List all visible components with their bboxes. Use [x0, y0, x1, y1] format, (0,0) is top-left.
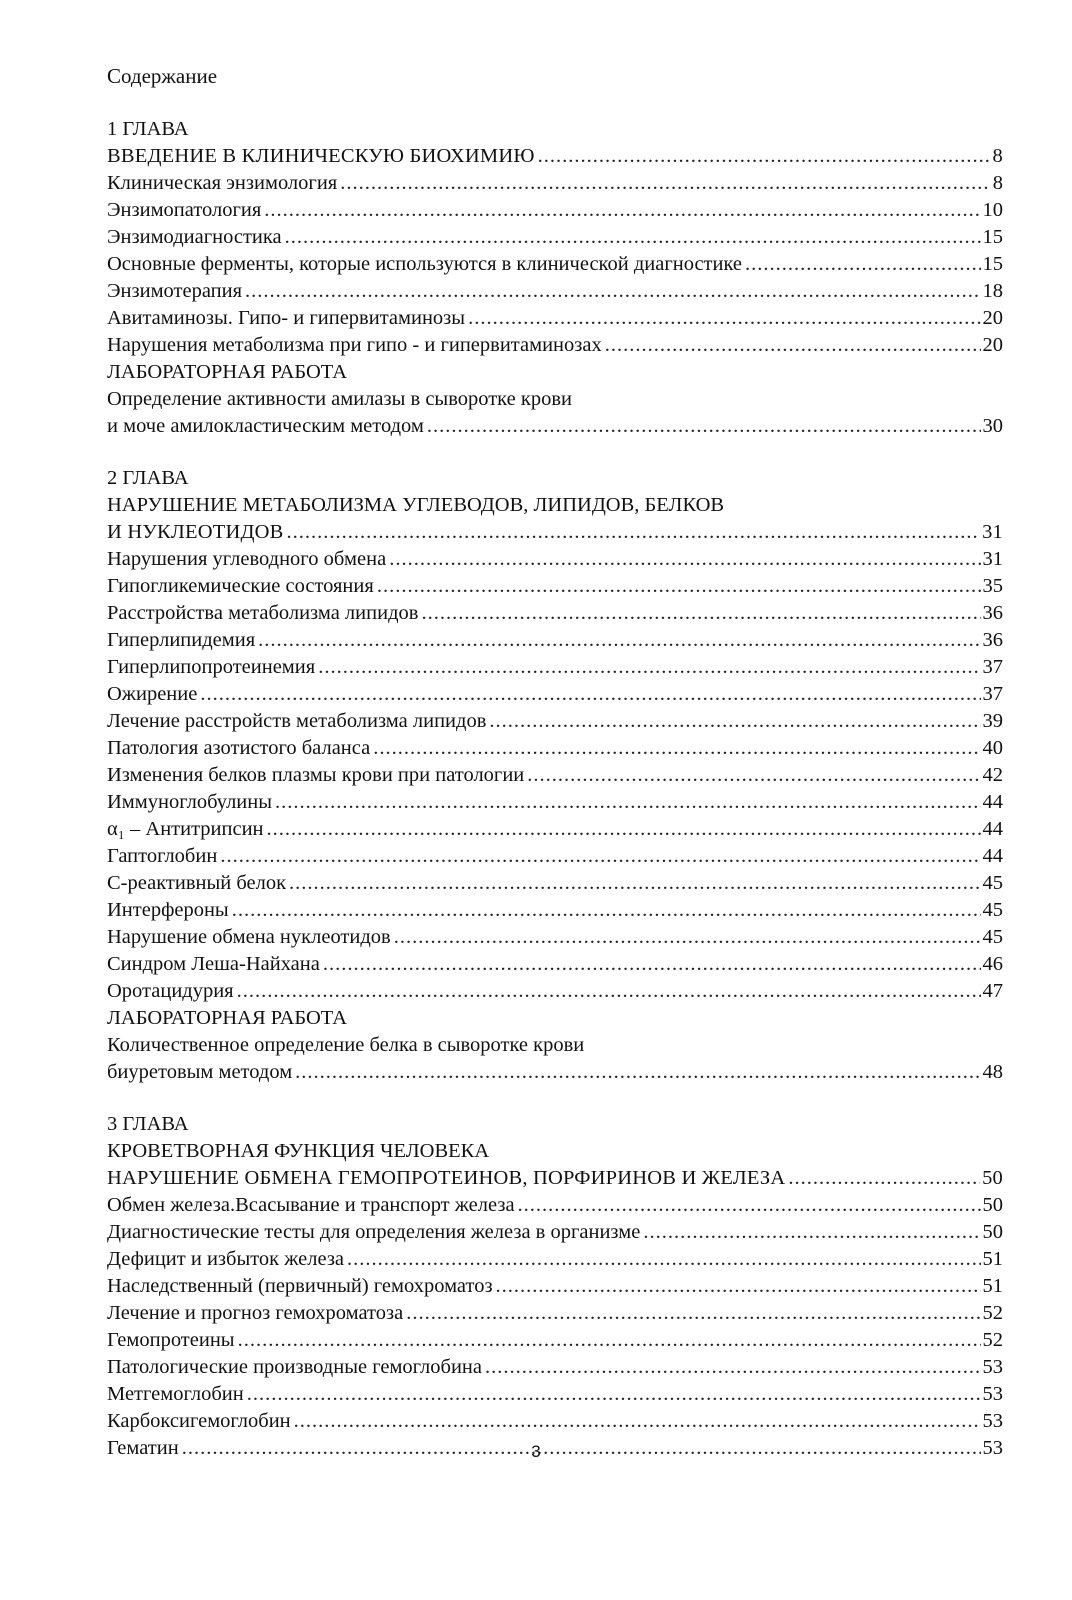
toc-heading: Количественное определение белка в сыворотке крови	[107, 1034, 585, 1056]
toc-entry	[107, 1354, 1003, 1381]
toc-entry-title: Клиническая энзимология	[107, 172, 338, 194]
toc-entry-page: 44	[982, 845, 1003, 867]
toc-entry-title: Энзимодиагностика	[107, 226, 282, 248]
toc-entry-title: Метгемоглобин	[107, 1383, 244, 1405]
toc-entry-page: 53	[982, 1437, 1003, 1459]
dot-leader	[267, 816, 981, 843]
dot-leader	[468, 305, 980, 332]
toc-heading: ЛАБОРАТОРНАЯ РАБОТА	[107, 1007, 348, 1029]
toc-entry-page: 47	[982, 980, 1003, 1002]
toc-heading: 3 ГЛАВА	[107, 1113, 189, 1135]
dot-leader	[318, 654, 980, 681]
toc-heading: НАРУШЕНИЕ МЕТАБОЛИЗМА УГЛЕВОДОВ, ЛИПИДОВ, БЕЛКОВ	[107, 494, 725, 516]
toc-entry-page: 20	[982, 334, 1003, 356]
toc-entry	[107, 278, 1003, 305]
toc-entry-page: 45	[982, 872, 1003, 894]
toc-entry	[107, 143, 1003, 170]
toc-entry	[107, 519, 1003, 546]
toc-entry-title: Изменения белков плазмы крови при патологии	[107, 764, 525, 786]
dot-leader	[788, 1165, 980, 1192]
toc-entry-page: 45	[982, 926, 1003, 948]
toc-entry-title: Синдром Леша-Найхана	[107, 953, 320, 975]
toc-entry	[107, 735, 1003, 762]
toc-entry	[107, 924, 1003, 951]
dot-leader	[258, 627, 980, 654]
toc-entry	[107, 1246, 1003, 1273]
toc-entry-title: С-реактивный белок	[107, 872, 287, 894]
toc-entry-page: 52	[982, 1302, 1003, 1324]
toc-entry	[107, 600, 1003, 627]
toc-entry-title: Авитаминозы. Гипо- и гипервитаминозы	[107, 307, 466, 329]
toc-entry	[107, 1059, 1003, 1086]
toc-entry-page: 42	[982, 764, 1003, 786]
toc-entry	[107, 816, 1003, 843]
toc-entry-title: Обмен железа.Всасывание и транспорт железа	[107, 1194, 515, 1216]
toc-entry	[107, 546, 1003, 573]
toc-entry	[107, 762, 1003, 789]
toc-entry	[107, 1192, 1003, 1219]
toc-entry-title: Оротацидурия	[107, 980, 234, 1002]
toc-entry-title: Иммуноглобулины	[107, 791, 273, 813]
toc-entry	[107, 251, 1003, 278]
toc-entry-page: 44	[982, 791, 1003, 813]
dot-leader	[238, 1327, 981, 1354]
toc-entry-page: 52	[982, 1329, 1003, 1351]
dot-leader	[489, 708, 980, 735]
dot-leader	[745, 251, 980, 278]
toc-entry-page: 15	[982, 253, 1003, 275]
dot-leader	[264, 197, 980, 224]
toc-entry-title: Гипогликемические состояния	[107, 575, 374, 597]
toc-entry-title: Дефицит и избыток железа	[107, 1248, 345, 1270]
toc-entry	[107, 681, 1003, 708]
toc-entry-title: Патология азотистого баланса	[107, 737, 371, 759]
page-number: 3	[531, 1442, 541, 1461]
toc-entry-page: 53	[982, 1410, 1003, 1432]
toc-heading: 1 ГЛАВА	[107, 118, 189, 140]
dot-leader	[527, 762, 980, 789]
toc-entry-page: 45	[982, 899, 1003, 921]
toc-entry-page: 44	[982, 818, 1003, 840]
dot-leader	[485, 1354, 981, 1381]
toc-entry	[107, 197, 1003, 224]
toc-entry-page: 31	[982, 521, 1003, 543]
toc-entry-page: 48	[982, 1061, 1003, 1083]
dot-leader	[275, 789, 980, 816]
toc-entry-page: 51	[982, 1248, 1003, 1270]
dot-leader	[232, 897, 981, 924]
toc-heading: КРОВЕТВОРНАЯ ФУНКЦИЯ ЧЕЛОВЕКА	[107, 1140, 490, 1162]
dot-leader	[373, 735, 980, 762]
dot-leader	[427, 413, 981, 440]
toc-entry-title: Патологические производные гемоглобина	[107, 1356, 482, 1378]
dot-leader	[200, 681, 980, 708]
toc-entry-title: Ожирение	[107, 683, 198, 705]
toc-entry-page: 37	[982, 656, 1003, 678]
toc-entry-page: 10	[982, 199, 1003, 221]
toc-entry-title: Диагностические тесты для определения железа в организме	[107, 1221, 641, 1243]
toc-entry-page: 20	[982, 307, 1003, 329]
toc-entry-title: Гиперлипопротеинемия	[107, 656, 316, 678]
section-gap	[107, 1086, 1003, 1111]
toc-entry-page: 36	[982, 602, 1003, 624]
toc-entry-title: Лечение расстройств метаболизма липидов	[107, 710, 487, 732]
toc-entry	[107, 413, 1003, 440]
dot-leader	[394, 924, 981, 951]
toc-entry-title: Интерфероны	[107, 899, 229, 921]
toc-entry-page: 37	[982, 683, 1003, 705]
page-title: Содержание	[107, 64, 218, 88]
toc-entry-title: Нарушение обмена нуклеотидов	[107, 926, 391, 948]
toc-entry	[107, 897, 1003, 924]
toc-entry-title: Карбоксигемоглобин	[107, 1410, 291, 1432]
dot-leader	[605, 332, 981, 359]
toc-heading: Определение активности амилазы в сыворотке крови	[107, 388, 572, 410]
toc-entry-page: 35	[982, 575, 1003, 597]
toc-entry-page: 50	[982, 1194, 1003, 1216]
toc-entry-page: 36	[982, 629, 1003, 651]
toc-entry	[107, 789, 1003, 816]
toc-entry	[107, 708, 1003, 735]
toc-entry-title: И НУКЛЕОТИДОВ	[107, 521, 284, 543]
dot-leader	[247, 1381, 981, 1408]
toc-entry	[107, 627, 1003, 654]
toc-entry	[107, 1273, 1003, 1300]
toc-entry-page: 8	[992, 145, 1003, 167]
toc-entry	[107, 951, 1003, 978]
toc-entry	[107, 843, 1003, 870]
toc-entry	[107, 654, 1003, 681]
dot-leader	[377, 573, 981, 600]
dot-leader	[245, 278, 980, 305]
toc-heading: ЛАБОРАТОРНАЯ РАБОТА	[107, 361, 348, 383]
toc-entry-title: и моче амилокластическим методом	[107, 415, 424, 437]
dot-leader	[285, 224, 981, 251]
toc-entry	[107, 224, 1003, 251]
dot-leader	[220, 843, 980, 870]
dot-leader	[643, 1219, 980, 1246]
dot-leader	[518, 1192, 981, 1219]
dot-leader	[340, 170, 991, 197]
toc-entry-title: биуретовым методом	[107, 1061, 293, 1083]
toc-entry-title: Энзимотерапия	[107, 280, 243, 302]
toc-entry-title: НАРУШЕНИЕ ОБМЕНА ГЕМОПРОТЕИНОВ, ПОРФИРИНОВ И ЖЕЛЕЗА	[107, 1167, 786, 1189]
toc-entry-title: Гаптоглобин	[107, 845, 218, 867]
section-gap	[107, 440, 1003, 465]
toc-entry-page: 39	[982, 710, 1003, 732]
dot-leader	[496, 1273, 981, 1300]
toc-entry-page: 31	[982, 548, 1003, 570]
toc-entry-page: 51	[982, 1275, 1003, 1297]
toc-entry-title: Основные ферменты, которые используются в клинической диагностике	[107, 253, 743, 275]
dot-leader	[406, 1300, 980, 1327]
toc-entry-page: 40	[982, 737, 1003, 759]
dot-leader	[347, 1246, 980, 1273]
toc-entry-title: Расстройства метаболизма липидов	[107, 602, 419, 624]
toc-entry-title: Гемопротеины	[107, 1329, 235, 1351]
toc-entry	[107, 305, 1003, 332]
toc-entry	[107, 332, 1003, 359]
toc-entry-page: 46	[982, 953, 1003, 975]
toc-entry	[107, 170, 1003, 197]
toc-entry-title: Гематин	[107, 1437, 179, 1459]
toc-entry-page: 30	[982, 415, 1003, 437]
toc-entry	[107, 1381, 1003, 1408]
toc-entry-title: Нарушения углеводного обмена	[107, 548, 387, 570]
dot-leader	[237, 978, 981, 1005]
dot-leader	[421, 600, 980, 627]
toc-entry-page: 15	[982, 226, 1003, 248]
toc-entry-title: α₁ – Антитрипсин	[107, 818, 264, 840]
toc-entry-page: 53	[982, 1356, 1003, 1378]
toc-entry	[107, 573, 1003, 600]
dot-leader	[289, 870, 980, 897]
toc-heading: 2 ГЛАВА	[107, 467, 189, 489]
dot-leader	[323, 951, 981, 978]
dot-leader	[287, 519, 981, 546]
toc-entry	[107, 1165, 1003, 1192]
toc-entry-title: Гиперлипидемия	[107, 629, 256, 651]
toc-entry-page: 18	[982, 280, 1003, 302]
toc-entry	[107, 1408, 1003, 1435]
toc-entry-page: 50	[982, 1167, 1003, 1189]
dot-leader	[538, 143, 991, 170]
toc-entry-title: Энзимопатология	[107, 199, 262, 221]
toc-entry-page: 8	[992, 172, 1003, 194]
toc-entry-title: Наследственный (первичный) гемохроматоз	[107, 1275, 493, 1297]
toc-entry-title: ВВЕДЕНИЕ В КЛИНИЧЕСКУЮ БИОХИМИЮ	[107, 145, 535, 167]
toc-entry	[107, 870, 1003, 897]
toc-entry-page: 50	[982, 1221, 1003, 1243]
toc-entry	[107, 978, 1003, 1005]
dot-leader	[294, 1408, 981, 1435]
toc-entry	[107, 1327, 1003, 1354]
toc-entry-title: Лечение и прогноз гемохроматоза	[107, 1302, 404, 1324]
dot-leader	[389, 546, 980, 573]
table-of-contents	[107, 116, 1003, 1462]
toc-entry	[107, 1219, 1003, 1246]
dot-leader	[295, 1059, 980, 1086]
toc-entry-page: 53	[982, 1383, 1003, 1405]
toc-entry-title: Нарушения метаболизма при гипо - и гипервитаминозах	[107, 334, 602, 356]
toc-entry	[107, 1300, 1003, 1327]
